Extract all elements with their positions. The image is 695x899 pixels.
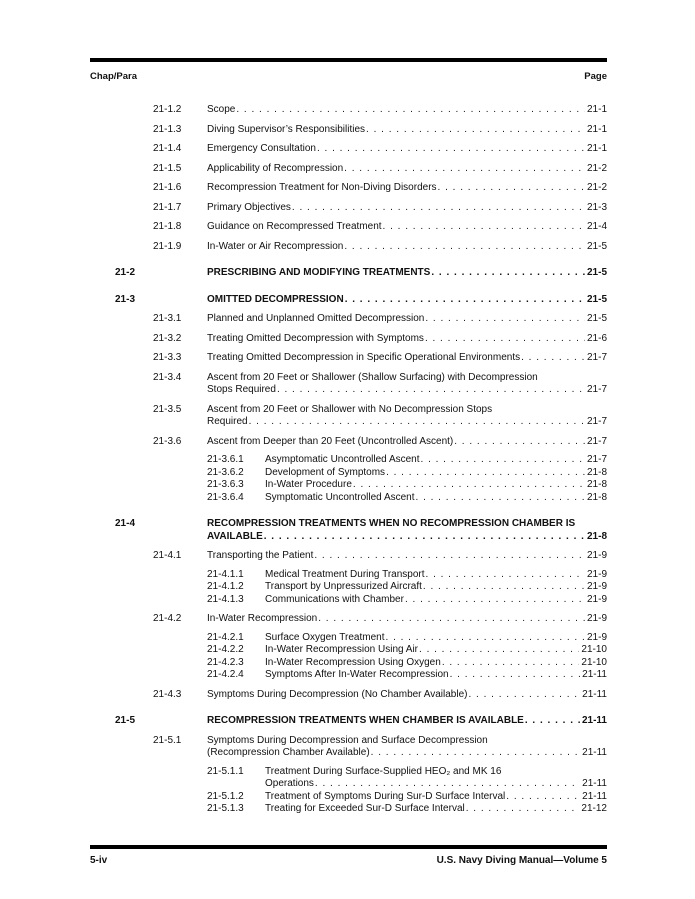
entry-title: Surface Oxygen Treatment — [265, 631, 385, 643]
entry-title: Diving Supervisor’s Responsibilities — [207, 123, 366, 135]
entry-number: 21-5 — [115, 715, 136, 726]
toc-entry — [90, 202, 607, 215]
entry-title: In-Water or Air Recompression — [207, 240, 344, 252]
dot-leader — [405, 594, 585, 607]
entry-title: AVAILABLE — [207, 530, 263, 542]
entry-title-line: RECOMPRESSION TREATMENTS WHEN NO RECOMPRESSION CHAMBER IS — [207, 518, 576, 529]
entry-number: 21-3.6.2 — [207, 466, 244, 478]
entry-number: 21-2 — [115, 267, 136, 278]
entry-title: Transport by Unpressurized Aircraft — [265, 581, 422, 592]
toc-entry — [90, 569, 607, 582]
entry-title: In-Water Procedure — [265, 479, 352, 490]
toc-entry — [90, 766, 607, 791]
entry-page: 21-7 — [586, 435, 607, 447]
entry-number: 21-4.2.3 — [207, 656, 244, 668]
entry-page: 21-9 — [586, 613, 607, 624]
entry-page: 21-5 — [586, 293, 607, 305]
entry-number: 21-3.6.4 — [207, 491, 244, 503]
entry-title: Symptomatic Uncontrolled Ascent — [265, 491, 415, 503]
entry-number: 21-4.1.2 — [207, 581, 244, 592]
entry-number: 21-1.7 — [153, 201, 182, 213]
entry-number: 21-1.4 — [153, 143, 182, 154]
toc-entry — [90, 372, 607, 397]
entry-title: Symptoms During Decompression (No Chamber Available) — [207, 688, 468, 700]
dot-leader — [423, 581, 585, 594]
entry-title: Primary Objectives — [207, 201, 291, 213]
entry-page: 21-8 — [586, 530, 607, 542]
entry-title: Development of Symptoms — [265, 466, 386, 478]
entry-page: 21-2 — [586, 182, 607, 193]
entry-number: 21-3.1 — [153, 313, 182, 324]
dot-leader — [438, 182, 585, 195]
dot-leader — [442, 657, 580, 670]
entry-title: In-Water Recompression Using Oxygen — [265, 656, 441, 668]
entry-title: Scope — [207, 104, 236, 115]
dot-leader — [386, 632, 585, 645]
dot-leader — [318, 613, 585, 626]
entry-page: 21-11 — [582, 778, 607, 789]
toc-entry — [90, 715, 607, 728]
dot-leader — [468, 689, 580, 702]
toc-entry — [90, 594, 607, 607]
entry-number: 21-3.6.1 — [207, 454, 244, 465]
running-footer — [90, 855, 607, 866]
entry-page: 21-7 — [586, 416, 607, 427]
entry-title: Asymptomatic Uncontrolled Ascent — [265, 454, 420, 465]
toc-entry — [90, 803, 607, 816]
top-rule — [90, 58, 607, 62]
entry-page: 21-10 — [581, 644, 607, 655]
entry-title: Operations — [265, 778, 314, 789]
entry-title: Treatment of Symptoms During Sur-D Surface Interval — [265, 790, 506, 802]
toc-entry — [90, 492, 607, 505]
toc-entry — [90, 352, 607, 365]
dot-leader — [353, 479, 585, 492]
toc-entry — [90, 644, 607, 657]
page-label: Page — [584, 71, 607, 82]
entry-page: 21-9 — [586, 550, 607, 561]
entry-page: 21-1 — [586, 104, 607, 115]
dot-leader — [264, 531, 585, 544]
entry-title: Recompression Treatment for Non-Diving Disorders — [207, 182, 437, 193]
entry-number: 21-1.8 — [153, 221, 182, 232]
dot-leader — [292, 202, 585, 215]
entry-page: 21-9 — [586, 593, 607, 605]
toc-entry — [90, 163, 607, 176]
toc-entry — [90, 104, 607, 117]
entry-number: 21-4.2.4 — [207, 669, 244, 680]
dot-leader — [416, 492, 585, 505]
dot-leader — [450, 669, 581, 682]
entry-title-line: Symptoms During Decompression and Surface Decompression — [207, 734, 488, 746]
toc-entry — [90, 404, 607, 429]
entry-page: 21-5 — [586, 240, 607, 252]
entry-number: 21-4.2 — [153, 613, 182, 624]
entry-page: 21-5 — [586, 267, 607, 278]
entry-page: 21-11 — [581, 715, 607, 726]
entry-number: 21-3.6.3 — [207, 479, 244, 490]
entry-title: RECOMPRESSION TREATMENTS WHEN CHAMBER IS AVAILABLE — [207, 715, 524, 726]
entry-title-line: Ascent from 20 Feet or Shallower (Shallow Surfacing) with Decompression — [207, 371, 538, 383]
entry-title: Transporting the Patient — [207, 550, 314, 561]
toc-entry — [90, 613, 607, 626]
toc-entry — [90, 124, 607, 137]
entry-page: 21-7 — [586, 454, 607, 465]
entry-title: Emergency Consultation — [207, 143, 316, 154]
entry-page: 21-3 — [586, 201, 607, 213]
dot-leader — [525, 715, 580, 728]
entry-page: 21-11 — [582, 688, 607, 700]
toc-entry — [90, 689, 607, 702]
entry-page: 21-12 — [581, 803, 607, 814]
entry-title: PRESCRIBING AND MODIFYING TREATMENTS — [207, 267, 431, 278]
footer-rule — [90, 845, 607, 849]
entry-title: Treating for Exceeded Sur-D Surface Interval — [265, 803, 465, 814]
entry-number: 21-5.1.1 — [207, 765, 244, 777]
entry-title: Ascent from Deeper than 20 Feet (Uncontrolled Ascent) — [207, 435, 454, 447]
entry-number: 21-4.1 — [153, 550, 182, 561]
entry-number: 21-1.5 — [153, 162, 182, 174]
dot-leader — [383, 221, 585, 234]
entry-number: 21-3 — [115, 293, 136, 305]
toc-entry — [90, 632, 607, 645]
dot-leader — [277, 384, 585, 397]
toc-entry — [90, 669, 607, 682]
dot-leader — [419, 644, 579, 657]
entry-page: 21-11 — [582, 747, 607, 758]
entry-number: 21-3.6 — [153, 435, 182, 447]
dot-leader — [425, 333, 585, 346]
toc-entry — [90, 182, 607, 195]
entry-page: 21-1 — [586, 123, 607, 135]
footer-page-number: 5-iv — [90, 855, 108, 866]
dot-leader — [317, 143, 585, 156]
toc-entry — [90, 333, 607, 346]
entry-page: 21-8 — [586, 491, 607, 503]
entry-page: 21-2 — [586, 162, 607, 174]
toc-entry — [90, 241, 607, 254]
toc-entry — [90, 791, 607, 804]
toc-entry — [90, 294, 607, 307]
entry-page: 21-9 — [586, 581, 607, 592]
dot-leader — [431, 267, 585, 280]
entry-page: 21-10 — [581, 656, 607, 668]
chap-para-label: Chap/Para — [90, 71, 137, 82]
toc-entries — [90, 97, 607, 816]
toc-entry — [90, 436, 607, 449]
dot-leader — [521, 352, 585, 365]
entry-title: Required — [207, 416, 248, 427]
dot-leader — [466, 803, 580, 816]
entry-title: OMITTED DECOMPRESSION — [207, 293, 344, 305]
entry-title: Stops Required — [207, 384, 276, 395]
dot-leader — [506, 791, 580, 804]
entry-page: 21-6 — [586, 332, 607, 344]
toc-entry — [90, 221, 607, 234]
dot-leader — [344, 163, 585, 176]
entry-page: 21-5 — [586, 313, 607, 324]
dot-leader — [386, 467, 585, 480]
dot-leader — [454, 436, 585, 449]
entry-number: 21-3.4 — [153, 371, 182, 383]
toc-entry — [90, 267, 607, 280]
dot-leader — [366, 124, 585, 137]
entry-page: 21-9 — [586, 631, 607, 643]
entry-page: 21-4 — [586, 221, 607, 232]
entry-number: 21-4.2.1 — [207, 631, 244, 643]
entry-page: 21-7 — [586, 352, 607, 363]
toc-entry — [90, 581, 607, 594]
toc-entry — [90, 550, 607, 563]
toc-entry — [90, 454, 607, 467]
entry-number: 21-4.2.2 — [207, 644, 244, 655]
entry-title: Treating Omitted Decompression in Specific Operational Environments — [207, 352, 521, 363]
dot-leader — [236, 104, 585, 117]
entry-page: 21-1 — [586, 143, 607, 154]
footer-manual-title: U.S. Navy Diving Manual—Volume 5 — [436, 855, 607, 866]
entry-title: Applicability of Recompression — [207, 162, 344, 174]
entry-title: In-Water Recompression Using Air — [265, 644, 419, 655]
entry-title: Planned and Unplanned Omitted Decompression — [207, 313, 425, 324]
toc-entry — [90, 657, 607, 670]
dot-leader — [344, 241, 585, 254]
entry-title: Medical Treatment During Transport — [265, 568, 425, 580]
entry-number: 21-1.3 — [153, 123, 182, 135]
toc-entry — [90, 735, 607, 760]
entry-number: 21-5.1.2 — [207, 790, 244, 802]
toc-entry — [90, 143, 607, 156]
entry-number: 21-3.2 — [153, 332, 182, 344]
entry-number: 21-3.3 — [153, 352, 182, 363]
entry-number: 21-4.1.3 — [207, 593, 244, 605]
entry-number: 21-5.1 — [153, 734, 182, 746]
dot-leader — [421, 454, 585, 467]
entry-title-line: Treatment During Surface-Supplied HEO₂ and MK 16 — [265, 765, 502, 777]
entry-page: 21-11 — [582, 669, 607, 680]
entry-number: 21-4.1.1 — [207, 568, 244, 580]
entry-title: (Recompression Chamber Available) — [207, 747, 370, 758]
entry-number: 21-5.1.3 — [207, 803, 244, 814]
dot-leader — [426, 569, 585, 582]
toc-entry — [90, 467, 607, 480]
toc-entry — [90, 313, 607, 326]
entry-title-line: Ascent from 20 Feet or Shallower with No Decompression Stops — [207, 403, 493, 415]
dot-leader — [314, 550, 585, 563]
dot-leader — [249, 416, 585, 429]
running-header — [90, 71, 607, 82]
entry-number: 21-1.6 — [153, 182, 182, 193]
dot-leader — [345, 294, 585, 307]
entry-page: 21-8 — [586, 466, 607, 478]
toc-entry — [90, 479, 607, 492]
entry-title: Treating Omitted Decompression with Symptoms — [207, 332, 424, 344]
entry-title: Symptoms After In-Water Recompression — [265, 669, 449, 680]
entry-number: 21-4.3 — [153, 688, 182, 700]
entry-page: 21-7 — [586, 384, 607, 395]
entry-title: In-Water Recompression — [207, 613, 318, 624]
entry-number: 21-1.2 — [153, 104, 182, 115]
entry-page: 21-11 — [582, 790, 607, 802]
entry-page: 21-9 — [586, 568, 607, 580]
entry-title: Communications with Chamber — [265, 593, 404, 605]
toc-entry — [90, 518, 607, 543]
dot-leader — [315, 778, 580, 791]
entry-number: 21-3.5 — [153, 403, 182, 415]
entry-number: 21-4 — [115, 518, 136, 529]
entry-number: 21-1.9 — [153, 240, 182, 252]
entry-title: Guidance on Recompressed Treatment — [207, 221, 382, 232]
entry-page: 21-8 — [586, 479, 607, 490]
dot-leader — [425, 313, 585, 326]
dot-leader — [371, 747, 580, 760]
